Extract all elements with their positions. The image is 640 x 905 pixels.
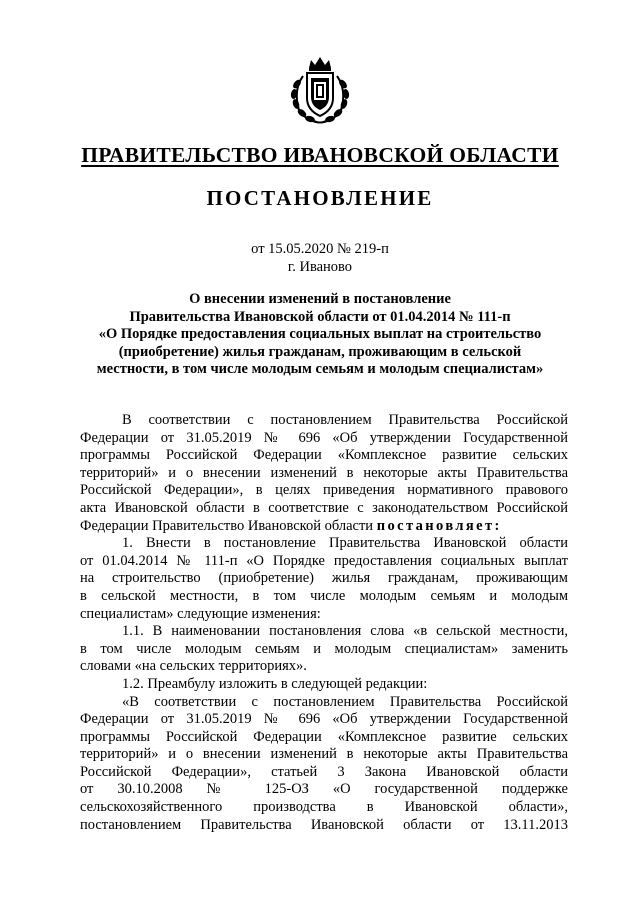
subject-line: Правительства Ивановской области от 01.04.2014 № 111-п (129, 308, 511, 325)
body-line: в сельской местности, в том числе молодым семьям и молодым (80, 587, 568, 604)
document-city: г. Иваново (287, 259, 353, 275)
body-line: Федерации от 31.05.2019 № 696 «Об утверждении Государственной (80, 429, 568, 446)
subject-line: местности, в том числе молодым семьям и молодым специалистам» (96, 361, 544, 378)
body-line: от 30.10.2008 № 125-ОЗ «О государственной поддержке (80, 781, 568, 798)
body-line-decree (80, 518, 568, 536)
body-line: словами «на сельских территориях». (80, 658, 307, 675)
body-line: Российской Федерации», в целях приведения нормативного правового (80, 482, 568, 499)
body-line: на строительство (приобретение) жилья гражданам, проживающим (80, 570, 568, 587)
decree-word: постановляет: (376, 517, 502, 534)
document-type-title: ПОСТАНОВЛЕНИЕ (206, 186, 434, 210)
body-line: постановлением Правительства Ивановской области от 13.11.2013 (80, 816, 568, 833)
body-line: акта Ивановской области в соответствие с законодательством Российской (80, 499, 568, 516)
body-line-text: Федерации Правительство Ивановской области (80, 517, 374, 534)
body-line: программы Российской Федерации «Комплексное развитие сельских (80, 728, 568, 745)
organization-title: ПРАВИТЕЛЬСТВО ИВАНОВСКОЙ ОБЛАСТИ (81, 143, 559, 167)
document-body (80, 412, 568, 834)
subject-line: (приобретение) жилья гражданам, проживающим в сельской (118, 343, 522, 360)
body-line: специалистам» следующие изменения: (80, 605, 321, 622)
body-line: сельскохозяйственного производства в Ивановской области», (80, 799, 568, 816)
subject-line: О внесении изменений в постановление (189, 291, 451, 307)
body-line: 1.2. Преамбулу изложить в следующей редакции: (122, 675, 428, 692)
document-date-number: от 15.05.2020 № 219-п (251, 241, 389, 257)
subject-line: «О Порядке предоставления социальных выплат на строительство (98, 326, 542, 343)
body-line: 1. Внести в постановление Правительства Ивановской области (122, 535, 568, 552)
body-line: В соответствии с постановлением Правительства Российской (122, 412, 568, 428)
document-subject (80, 291, 560, 379)
coat-of-arms-icon (287, 54, 353, 126)
body-line: Российской Федерации», статьей 3 Закона Ивановской области (80, 763, 568, 780)
body-line: 1.1. В наименовании постановления слова «в сельской местности, (122, 623, 568, 640)
body-line: в том числе молодым семьям и молодым специалистам» заменить (80, 640, 568, 657)
body-line: территорий» и о внесении изменений в некоторые акты Правительства (80, 464, 568, 481)
body-line: «В соответствии с постановлением Правительства Российской (122, 693, 568, 710)
body-line: Федерации от 31.05.2019 № 696 «Об утверждении Государственной (80, 711, 568, 728)
body-line: территорий» и о внесении изменений в некоторые акты Правительства (80, 746, 568, 763)
body-line: от 01.04.2014 № 111-п «О Порядке предоставления социальных выплат (80, 552, 568, 569)
body-line: программы Российской Федерации «Комплексное развитие сельских (80, 447, 568, 464)
